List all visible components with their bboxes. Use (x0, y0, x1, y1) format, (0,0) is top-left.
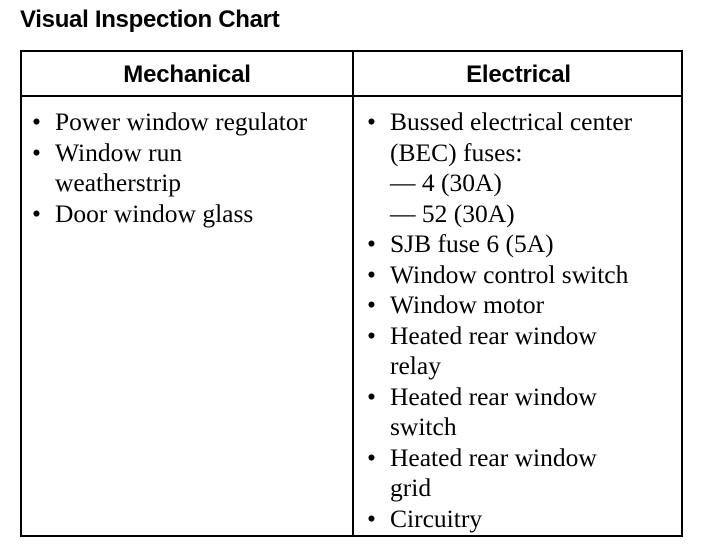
mechanical-item-text: weatherstrip (55, 168, 182, 197)
electrical-item-text: Heated rear window (390, 442, 597, 472)
electrical-list (367, 107, 679, 534)
bullet-icon: • (32, 107, 41, 136)
column-divider (352, 52, 354, 535)
bullet-icon: • (367, 107, 376, 136)
bullet-icon: • (367, 229, 376, 258)
inspection-table (20, 50, 683, 537)
mechanical-item-text: Power window regulator (55, 107, 308, 136)
bullet-icon: • (32, 137, 41, 167)
electrical-item-text: Heated rear window (390, 320, 597, 350)
electrical-list-item (367, 107, 679, 229)
mechanical-list-item (32, 107, 350, 138)
electrical-list-item (367, 382, 679, 443)
mechanical-list (32, 107, 350, 229)
electrical-column-header: Electrical (466, 61, 571, 88)
mechanical-column-header: Mechanical (123, 61, 251, 88)
bullet-icon: • (367, 442, 376, 472)
electrical-list-item (367, 321, 679, 382)
page-title: Visual Inspection Chart (20, 6, 280, 33)
bullet-icon: • (367, 320, 376, 350)
bullet-icon: • (367, 290, 376, 319)
bullet-icon: • (367, 259, 376, 289)
mechanical-item-text: Window run (55, 137, 183, 167)
electrical-list-item (367, 229, 679, 260)
bullet-icon: • (367, 503, 376, 533)
bullet-icon: • (32, 198, 41, 228)
electrical-item-text: — 52 (30A) (390, 198, 515, 228)
electrical-list-item (367, 260, 679, 291)
electrical-item-text: relay (390, 351, 441, 380)
mechanical-item-text: Door window glass (55, 198, 254, 228)
electrical-item-text: switch (390, 412, 457, 441)
electrical-list-item (367, 504, 679, 535)
electrical-item-text: Heated rear window (390, 381, 597, 411)
electrical-list-item (367, 443, 679, 504)
electrical-item-text: grid (390, 473, 432, 502)
electrical-item-text: Window motor (390, 290, 545, 319)
electrical-item-text: Bussed electrical center (390, 107, 633, 136)
electrical-item-text: SJB fuse 6 (5A) (390, 229, 554, 258)
electrical-item-text: Window control switch (390, 259, 629, 289)
bullet-icon: • (367, 381, 376, 411)
header-divider (22, 95, 681, 97)
mechanical-list-item (32, 199, 350, 230)
electrical-list-item (367, 290, 679, 321)
electrical-item-text: — 4 (30A) (390, 168, 502, 197)
electrical-item-text: (BEC) fuses: (390, 137, 523, 167)
electrical-item-text: Circuitry (390, 503, 483, 533)
mechanical-list-item (32, 138, 350, 199)
